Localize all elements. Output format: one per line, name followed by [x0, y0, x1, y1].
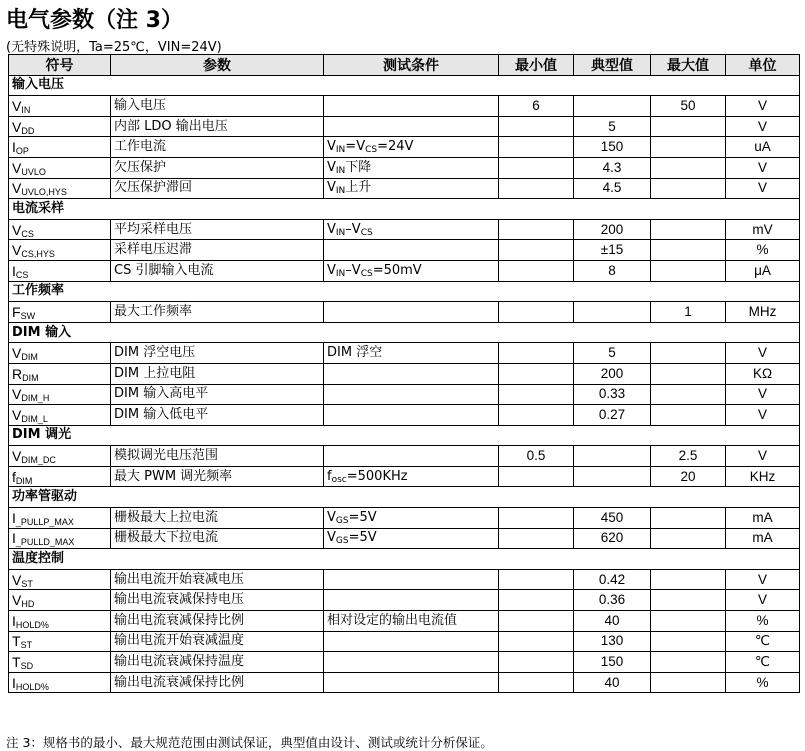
table-row: [9, 240, 800, 261]
parameter-cell: 输出电流衰减保持温度: [111, 652, 324, 673]
symbol-subscript: SD: [20, 661, 34, 672]
unit-cell: V: [726, 446, 800, 467]
table-body: [9, 75, 800, 693]
parameter-cell: 欠压保护滞回: [111, 178, 324, 199]
unit-cell: ℃: [726, 652, 800, 673]
min-value-cell: 6: [499, 96, 574, 117]
symbol-cell: [9, 466, 111, 487]
symbol-subscript: UVLO: [21, 166, 46, 177]
table-row: [9, 590, 800, 611]
typ-value-cell: 150: [574, 137, 651, 158]
max-value-cell: [651, 343, 726, 364]
parameter-cell: 内部 LDO 输出电压: [111, 116, 324, 137]
min-value-cell: [499, 240, 574, 261]
footnote: 注 3：规格书的最小、最大规范范围由测试保证，典型值由设计、测试或统计分析保证。: [6, 735, 493, 750]
symbol-subscript: HOLD%: [15, 681, 49, 692]
max-value-cell: [651, 363, 726, 384]
min-value-cell: [499, 178, 574, 199]
min-value-cell: [499, 631, 574, 652]
section-title: DIM 输入: [9, 322, 800, 343]
section-row: [9, 487, 800, 508]
condition-cell: [324, 528, 499, 549]
typ-value-cell: 4.3: [574, 157, 651, 178]
symbol-subscript: DIM: [22, 372, 39, 383]
typ-value-cell: ±15: [574, 240, 651, 261]
symbol-subscript: DIM_DC: [21, 455, 56, 466]
section-title: DIM 调光: [9, 425, 800, 446]
table-row: [9, 302, 800, 323]
unit-cell: %: [726, 240, 800, 261]
table-row: [9, 672, 800, 693]
typ-value-cell: 8: [574, 260, 651, 281]
table-row: [9, 363, 800, 384]
symbol-base: V: [12, 159, 22, 176]
table-row: [9, 528, 800, 549]
max-value-cell: [651, 116, 726, 137]
typ-value-cell: 130: [574, 631, 651, 652]
max-value-cell: [651, 178, 726, 199]
parameter-cell: 最大 PWM 调光频率: [111, 466, 324, 487]
header-min: 最小值: [499, 55, 574, 76]
unit-cell: %: [726, 611, 800, 632]
typ-value-cell: 4.5: [574, 178, 651, 199]
parameter-cell: 模拟调光电压范围: [111, 446, 324, 467]
max-value-cell: [651, 508, 726, 529]
symbol-cell: [9, 157, 111, 178]
unit-cell: V: [726, 96, 800, 117]
section-title: 功率管驱动: [9, 487, 800, 508]
min-value-cell: [499, 137, 574, 158]
min-value-cell: [499, 569, 574, 590]
table-row: [9, 137, 800, 158]
condition-subscript: GS: [335, 536, 349, 547]
symbol-cell: [9, 240, 111, 261]
symbol-subscript: DIM_H: [21, 393, 50, 404]
typ-value-cell: 0.27: [574, 405, 651, 426]
parameter-cell: DIM 输入低电平: [111, 405, 324, 426]
min-value-cell: [499, 384, 574, 405]
symbol-subscript: _PULLP_MAX: [15, 516, 74, 527]
unit-cell: μA: [726, 260, 800, 281]
min-value-cell: [499, 652, 574, 673]
symbol-cell: [9, 528, 111, 549]
parameter-cell: 工作电流: [111, 137, 324, 158]
typ-value-cell: [574, 446, 651, 467]
symbol-subscript: _PULLD_MAX: [15, 537, 75, 548]
typ-value-cell: 150: [574, 652, 651, 673]
condition-text: =500KHz: [346, 468, 408, 484]
parameter-cell: 输出电流开始衰减温度: [111, 631, 324, 652]
parameter-cell: 采样电压迟滞: [111, 240, 324, 261]
symbol-cell: [9, 219, 111, 240]
symbol-subscript: CS,HYS: [21, 249, 55, 260]
parameter-cell: 最大工作频率: [111, 302, 324, 323]
symbol-base: I: [12, 139, 16, 156]
min-value-cell: [499, 157, 574, 178]
symbol-base: V: [12, 592, 22, 609]
section-row: [9, 199, 800, 220]
max-value-cell: [651, 611, 726, 632]
unit-cell: V: [726, 116, 800, 137]
symbol-cell: [9, 260, 111, 281]
symbol-cell: [9, 384, 111, 405]
symbol-base: V: [12, 571, 22, 588]
min-value-cell: [499, 343, 574, 364]
condition-subscript: IN: [335, 268, 346, 279]
unit-cell: mA: [726, 508, 800, 529]
table-row: [9, 219, 800, 240]
condition-cell: [324, 178, 499, 199]
parameter-cell: 平均采样电压: [111, 219, 324, 240]
symbol-subscript: ST: [20, 640, 33, 651]
max-value-cell: [651, 260, 726, 281]
parameter-cell: DIM 浮空电压: [111, 343, 324, 364]
unit-cell: ℃: [726, 631, 800, 652]
min-value-cell: [499, 363, 574, 384]
max-value-cell: 2.5: [651, 446, 726, 467]
symbol-cell: [9, 611, 111, 632]
symbol-base: T: [12, 654, 21, 671]
condition-text: V: [327, 159, 336, 175]
condition-text: V: [327, 180, 336, 196]
header-condition: 测试条件: [324, 55, 499, 76]
typ-value-cell: 40: [574, 611, 651, 632]
table-row: [9, 157, 800, 178]
symbol-subscript: SW: [20, 310, 36, 321]
condition-cell: [324, 569, 499, 590]
electrical-parameters-table: [8, 54, 800, 693]
condition-cell: [324, 96, 499, 117]
conditions-note: (无特殊说明，Ta=25℃，VIN=24V): [6, 40, 222, 55]
condition-subscript: osc: [331, 474, 347, 485]
table-row: [9, 96, 800, 117]
symbol-base: I: [12, 674, 16, 691]
max-value-cell: [651, 652, 726, 673]
table-row: [9, 116, 800, 137]
typ-value-cell: [574, 466, 651, 487]
condition-cell: [324, 116, 499, 137]
symbol-cell: [9, 652, 111, 673]
header-symbol: 符号: [9, 55, 111, 76]
condition-cell: [324, 405, 499, 426]
header-unit: 单位: [726, 55, 800, 76]
parameter-cell: DIM 输入高电平: [111, 384, 324, 405]
max-value-cell: 50: [651, 96, 726, 117]
unit-cell: V: [726, 157, 800, 178]
unit-cell: %: [726, 672, 800, 693]
typ-value-cell: 40: [574, 672, 651, 693]
condition-subscript: GS: [335, 515, 349, 526]
page-title: 电气参数（注 3）: [6, 8, 183, 33]
condition-text: 上升: [345, 180, 372, 196]
max-value-cell: 1: [651, 302, 726, 323]
table-row: [9, 611, 800, 632]
max-value-cell: [651, 240, 726, 261]
symbol-base: V: [12, 345, 22, 362]
section-title: 电流采样: [9, 199, 800, 220]
condition-text: V: [327, 509, 336, 525]
section-title: 工作频率: [9, 281, 800, 302]
condition-text: V: [327, 530, 336, 546]
symbol-cell: [9, 405, 111, 426]
condition-subscript: IN: [335, 165, 346, 176]
min-value-cell: [499, 219, 574, 240]
condition-text: =50mV: [372, 262, 422, 278]
condition-cell: [324, 302, 499, 323]
unit-cell: V: [726, 590, 800, 611]
typ-value-cell: [574, 96, 651, 117]
section-title: 温度控制: [9, 549, 800, 570]
condition-text: –V: [345, 221, 361, 237]
max-value-cell: [651, 219, 726, 240]
header-max: 最大值: [651, 55, 726, 76]
symbol-base: V: [12, 406, 22, 423]
condition-cell: [324, 137, 499, 158]
parameter-cell: 输出电流衰减保持比例: [111, 611, 324, 632]
min-value-cell: [499, 466, 574, 487]
symbol-base: V: [12, 118, 22, 135]
unit-cell: V: [726, 384, 800, 405]
symbol-base: V: [12, 448, 22, 465]
symbol-cell: [9, 178, 111, 199]
unit-cell: V: [726, 178, 800, 199]
max-value-cell: [651, 528, 726, 549]
condition-cell: [324, 466, 499, 487]
typ-value-cell: 200: [574, 219, 651, 240]
condition-text: =5V: [348, 530, 377, 546]
min-value-cell: [499, 672, 574, 693]
typ-value-cell: 5: [574, 343, 651, 364]
max-value-cell: [651, 137, 726, 158]
header-parameter: 参数: [111, 55, 324, 76]
min-value-cell: [499, 508, 574, 529]
parameter-cell: 输出电流开始衰减电压: [111, 569, 324, 590]
symbol-base: I: [12, 509, 16, 526]
typ-value-cell: 5: [574, 116, 651, 137]
unit-cell: MHz: [726, 302, 800, 323]
condition-subscript: CS: [360, 227, 373, 238]
condition-text: =V: [345, 139, 366, 155]
unit-cell: mA: [726, 528, 800, 549]
parameter-cell: 栅极最大下拉电流: [111, 528, 324, 549]
table-row: [9, 569, 800, 590]
condition-text: DIM 浮空: [327, 345, 383, 361]
table-row: [9, 631, 800, 652]
symbol-subscript: IN: [21, 104, 31, 115]
condition-subscript: IN: [335, 186, 346, 197]
symbol-cell: [9, 590, 111, 611]
typ-value-cell: 450: [574, 508, 651, 529]
min-value-cell: 0.5: [499, 446, 574, 467]
symbol-cell: [9, 508, 111, 529]
symbol-cell: [9, 631, 111, 652]
condition-text: =24V: [377, 139, 414, 155]
max-value-cell: 20: [651, 466, 726, 487]
symbol-subscript: HD: [21, 599, 35, 610]
condition-subscript: CS: [365, 145, 378, 156]
condition-cell: [324, 446, 499, 467]
table-row: [9, 466, 800, 487]
symbol-base: V: [12, 180, 22, 197]
symbol-cell: [9, 446, 111, 467]
min-value-cell: [499, 611, 574, 632]
symbol-base: R: [12, 365, 23, 382]
symbol-base: V: [12, 242, 22, 259]
symbol-base: F: [12, 303, 21, 320]
condition-text: 相对设定的输出电流值: [327, 612, 458, 628]
symbol-cell: [9, 302, 111, 323]
table-row: [9, 446, 800, 467]
condition-text: =5V: [348, 509, 377, 525]
symbol-subscript: CS: [15, 269, 29, 280]
condition-subscript: CS: [360, 268, 373, 279]
symbol-cell: [9, 343, 111, 364]
symbol-base: f: [12, 468, 16, 485]
table-header-row: [9, 55, 800, 76]
condition-cell: [324, 240, 499, 261]
symbol-subscript: CS: [21, 228, 34, 239]
section-row: [9, 75, 800, 96]
symbol-base: I: [12, 262, 16, 279]
min-value-cell: [499, 405, 574, 426]
condition-text: f: [327, 468, 332, 484]
table-row: [9, 652, 800, 673]
table-row: [9, 384, 800, 405]
condition-subscript: IN: [335, 145, 346, 156]
max-value-cell: [651, 384, 726, 405]
condition-cell: [324, 508, 499, 529]
symbol-base: I: [12, 530, 16, 547]
symbol-subscript: DIM_L: [21, 413, 48, 424]
section-row: [9, 425, 800, 446]
typ-value-cell: 0.42: [574, 569, 651, 590]
table-row: [9, 343, 800, 364]
section-row: [9, 281, 800, 302]
typ-value-cell: 620: [574, 528, 651, 549]
symbol-cell: [9, 137, 111, 158]
min-value-cell: [499, 116, 574, 137]
condition-subscript: IN: [335, 227, 346, 238]
condition-cell: [324, 219, 499, 240]
condition-text: V: [327, 139, 336, 155]
max-value-cell: [651, 157, 726, 178]
unit-cell: uA: [726, 137, 800, 158]
condition-text: V: [327, 262, 336, 278]
condition-cell: [324, 672, 499, 693]
symbol-subscript: HOLD%: [15, 619, 49, 630]
unit-cell: KHz: [726, 466, 800, 487]
section-title: 输入电压: [9, 75, 800, 96]
parameter-cell: 输出电流衰减保持比例: [111, 672, 324, 693]
condition-cell: [324, 631, 499, 652]
max-value-cell: [651, 631, 726, 652]
condition-cell: [324, 343, 499, 364]
table-row: [9, 508, 800, 529]
max-value-cell: [651, 590, 726, 611]
max-value-cell: [651, 672, 726, 693]
header-typ: 典型值: [574, 55, 651, 76]
symbol-cell: [9, 672, 111, 693]
typ-value-cell: 0.33: [574, 384, 651, 405]
condition-text: V: [327, 221, 336, 237]
table-row: [9, 405, 800, 426]
symbol-cell: [9, 569, 111, 590]
unit-cell: KΩ: [726, 363, 800, 384]
symbol-base: I: [12, 612, 16, 629]
parameter-cell: 输入电压: [111, 96, 324, 117]
unit-cell: mV: [726, 219, 800, 240]
symbol-subscript: DD: [21, 125, 35, 136]
symbol-base: V: [12, 221, 22, 238]
parameter-cell: 欠压保护: [111, 157, 324, 178]
symbol-subscript: OP: [15, 146, 29, 157]
unit-cell: V: [726, 405, 800, 426]
condition-cell: [324, 157, 499, 178]
symbol-subscript: DIM: [15, 475, 33, 486]
symbol-subscript: UVLO,HYS: [21, 187, 67, 198]
min-value-cell: [499, 302, 574, 323]
symbol-base: V: [12, 97, 22, 114]
symbol-subscript: DIM: [21, 352, 38, 363]
condition-text: –V: [345, 262, 361, 278]
max-value-cell: [651, 405, 726, 426]
unit-cell: V: [726, 569, 800, 590]
min-value-cell: [499, 260, 574, 281]
condition-cell: [324, 611, 499, 632]
condition-cell: [324, 590, 499, 611]
parameter-cell: DIM 上拉电阻: [111, 363, 324, 384]
table-row: [9, 260, 800, 281]
parameter-cell: CS 引脚输入电流: [111, 260, 324, 281]
typ-value-cell: 200: [574, 363, 651, 384]
condition-cell: [324, 652, 499, 673]
typ-value-cell: [574, 302, 651, 323]
condition-cell: [324, 363, 499, 384]
parameter-cell: 输出电流衰减保持电压: [111, 590, 324, 611]
condition-cell: [324, 260, 499, 281]
section-row: [9, 322, 800, 343]
unit-cell: V: [726, 343, 800, 364]
typ-value-cell: 0.36: [574, 590, 651, 611]
min-value-cell: [499, 590, 574, 611]
max-value-cell: [651, 569, 726, 590]
symbol-cell: [9, 363, 111, 384]
condition-cell: [324, 384, 499, 405]
symbol-subscript: ST: [21, 578, 33, 589]
symbol-base: V: [12, 386, 22, 403]
section-row: [9, 549, 800, 570]
parameter-cell: 栅极最大上拉电流: [111, 508, 324, 529]
table-row: [9, 178, 800, 199]
condition-text: 下降: [345, 159, 372, 175]
symbol-base: T: [12, 633, 21, 650]
symbol-cell: [9, 96, 111, 117]
min-value-cell: [499, 528, 574, 549]
symbol-cell: [9, 116, 111, 137]
